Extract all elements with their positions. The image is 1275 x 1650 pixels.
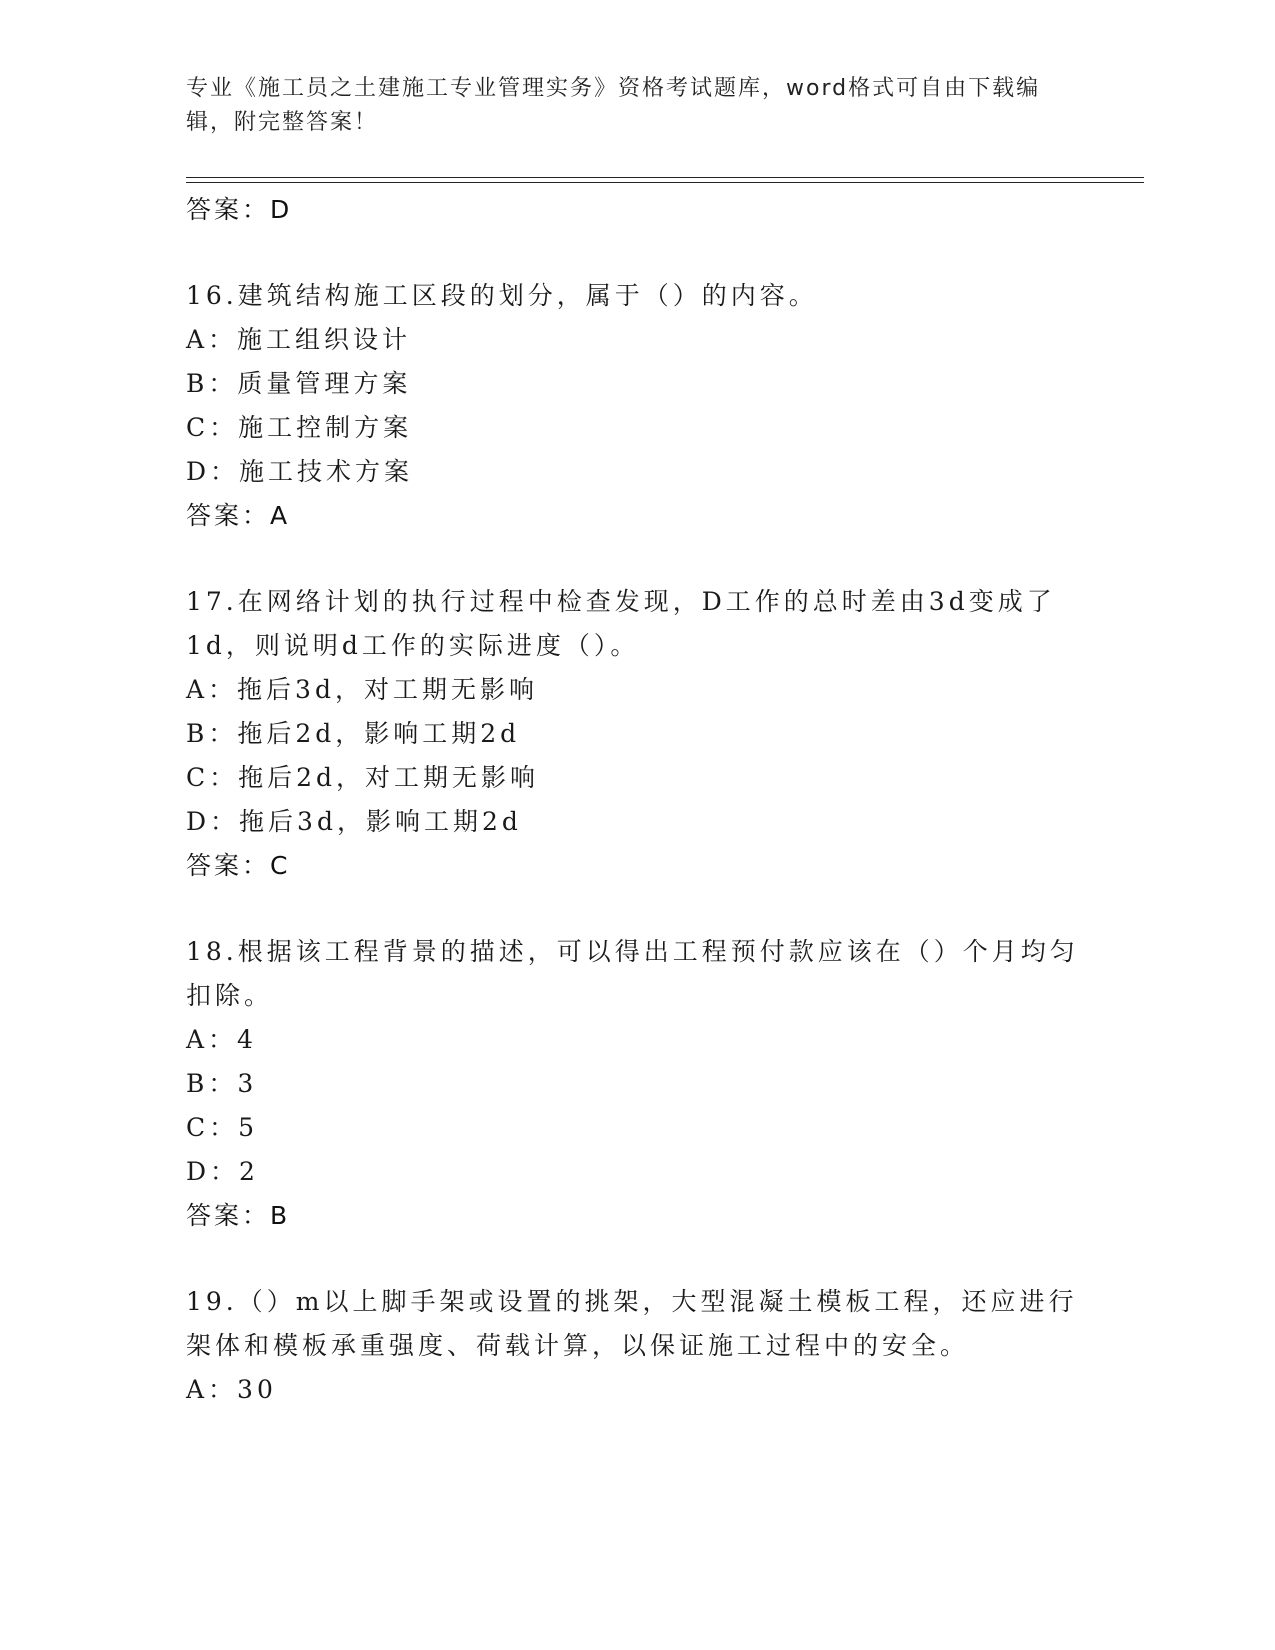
question-19-option-a: A：30 [186, 1375, 277, 1404]
prev-answer: 答案：D [186, 195, 293, 224]
question-18-option-c: C：5 [186, 1113, 259, 1142]
question-16-option-d: D：施工技术方案 [186, 457, 414, 486]
question-16-answer: 答案：A [186, 501, 291, 530]
question-17-stem-line-1: 17.在网络计划的执行过程中检查发现，D工作的总时差由3d变成了 [186, 587, 1056, 616]
question-17-stem-line-2: 1d，则说明d工作的实际进度（）。 [186, 631, 640, 660]
question-17-option-c: C：拖后2d，对工期无影响 [186, 763, 540, 792]
header-rule-bottom [186, 182, 1144, 183]
question-19-stem-line-1: 19.（）m以上脚手架或设置的挑架，大型混凝土模板工程，还应进行 [186, 1287, 1078, 1316]
document-header: 专业《施工员之土建施工专业管理实务》资格考试题库，word格式可自由下载编辑，附完整答案！ [186, 76, 1041, 135]
question-18-option-a: A：4 [186, 1025, 257, 1054]
question-17-answer: 答案：C [186, 851, 291, 880]
question-18-option-d: D：2 [186, 1157, 259, 1186]
question-19-stem-line-2: 架体和模板承重强度、荷载计算，以保证施工过程中的安全。 [186, 1331, 970, 1360]
question-17-option-d: D：拖后3d，影响工期2d [186, 807, 522, 836]
question-17-option-a: A：拖后3d，对工期无影响 [186, 675, 538, 704]
question-16-option-a: A：施工组织设计 [186, 325, 412, 354]
question-16-stem: 16.建筑结构施工区段的划分，属于（）的内容。 [186, 281, 818, 310]
question-17-option-b: B：拖后2d，影响工期2d [186, 719, 521, 748]
question-18-option-b: B：3 [186, 1069, 258, 1098]
question-18-stem-line-1: 18.根据该工程背景的描述，可以得出工程预付款应该在（）个月均匀 [186, 937, 1079, 966]
header-rule-top [186, 177, 1144, 178]
question-18-answer: 答案：B [186, 1201, 291, 1230]
question-16-option-b: B：质量管理方案 [186, 369, 412, 398]
question-16-option-c: C：施工控制方案 [186, 413, 413, 442]
question-18-stem-line-2: 扣除。 [186, 981, 274, 1010]
